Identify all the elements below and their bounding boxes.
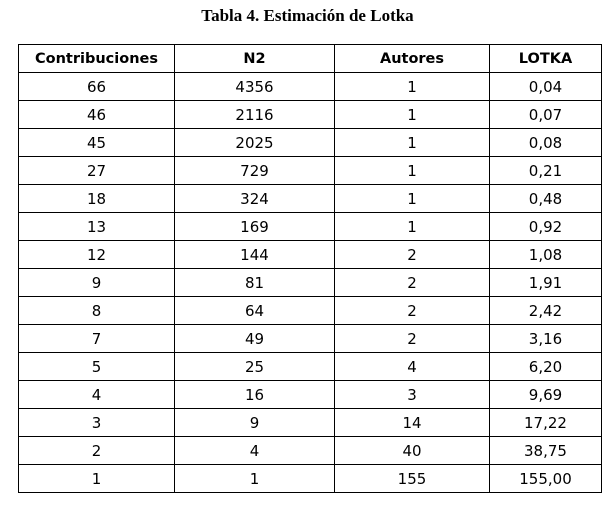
cell-contribuciones: 45	[19, 129, 175, 157]
cell-contribuciones: 2	[19, 437, 175, 465]
cell-autores: 4	[335, 353, 490, 381]
cell-lotka: 0,48	[490, 185, 602, 213]
cell-lotka: 1,91	[490, 269, 602, 297]
cell-lotka: 0,07	[490, 101, 602, 129]
table-row	[19, 101, 602, 129]
cell-contribuciones: 66	[19, 73, 175, 101]
cell-contribuciones: 4	[19, 381, 175, 409]
table-row	[19, 297, 602, 325]
header-lotka: LOTKA	[490, 45, 602, 73]
cell-autores: 155	[335, 465, 490, 493]
cell-autores: 14	[335, 409, 490, 437]
header-autores: Autores	[335, 45, 490, 73]
cell-autores: 2	[335, 297, 490, 325]
cell-autores: 2	[335, 241, 490, 269]
table-row	[19, 465, 602, 493]
cell-n2: 324	[175, 185, 335, 213]
table-row	[19, 353, 602, 381]
table-row	[19, 241, 602, 269]
table-row	[19, 213, 602, 241]
table-header-row	[19, 45, 602, 73]
cell-autores: 2	[335, 325, 490, 353]
cell-contribuciones: 5	[19, 353, 175, 381]
cell-contribuciones: 46	[19, 101, 175, 129]
cell-autores: 1	[335, 73, 490, 101]
cell-contribuciones: 8	[19, 297, 175, 325]
cell-n2: 25	[175, 353, 335, 381]
cell-n2: 64	[175, 297, 335, 325]
cell-autores: 1	[335, 213, 490, 241]
cell-n2: 49	[175, 325, 335, 353]
table-row	[19, 185, 602, 213]
cell-n2: 4356	[175, 73, 335, 101]
cell-contribuciones: 12	[19, 241, 175, 269]
cell-n2: 2116	[175, 101, 335, 129]
cell-n2: 4	[175, 437, 335, 465]
cell-lotka: 0,08	[490, 129, 602, 157]
table-row	[19, 381, 602, 409]
cell-n2: 1	[175, 465, 335, 493]
cell-lotka: 2,42	[490, 297, 602, 325]
cell-n2: 2025	[175, 129, 335, 157]
cell-autores: 1	[335, 157, 490, 185]
cell-contribuciones: 18	[19, 185, 175, 213]
cell-autores: 1	[335, 185, 490, 213]
cell-lotka: 9,69	[490, 381, 602, 409]
cell-lotka: 0,92	[490, 213, 602, 241]
table-row	[19, 409, 602, 437]
cell-n2: 9	[175, 409, 335, 437]
cell-contribuciones: 13	[19, 213, 175, 241]
cell-lotka: 38,75	[490, 437, 602, 465]
cell-contribuciones: 7	[19, 325, 175, 353]
table-row	[19, 73, 602, 101]
cell-n2: 144	[175, 241, 335, 269]
cell-autores: 1	[335, 101, 490, 129]
cell-lotka: 155,00	[490, 465, 602, 493]
cell-autores: 2	[335, 269, 490, 297]
table-row	[19, 325, 602, 353]
cell-n2: 169	[175, 213, 335, 241]
cell-lotka: 6,20	[490, 353, 602, 381]
lotka-table	[18, 44, 602, 493]
cell-n2: 81	[175, 269, 335, 297]
cell-lotka: 1,08	[490, 241, 602, 269]
table-row	[19, 129, 602, 157]
table-row	[19, 157, 602, 185]
table-row	[19, 269, 602, 297]
cell-n2: 729	[175, 157, 335, 185]
header-n2: N2	[175, 45, 335, 73]
cell-lotka: 17,22	[490, 409, 602, 437]
cell-lotka: 3,16	[490, 325, 602, 353]
cell-autores: 1	[335, 129, 490, 157]
table-row	[19, 437, 602, 465]
cell-contribuciones: 1	[19, 465, 175, 493]
header-contribuciones: Contribuciones	[19, 45, 175, 73]
table-title: Tabla 4. Estimación de Lotka	[201, 6, 414, 25]
cell-contribuciones: 27	[19, 157, 175, 185]
cell-lotka: 0,04	[490, 73, 602, 101]
cell-contribuciones: 9	[19, 269, 175, 297]
cell-autores: 3	[335, 381, 490, 409]
cell-autores: 40	[335, 437, 490, 465]
cell-contribuciones: 3	[19, 409, 175, 437]
cell-n2: 16	[175, 381, 335, 409]
cell-lotka: 0,21	[490, 157, 602, 185]
